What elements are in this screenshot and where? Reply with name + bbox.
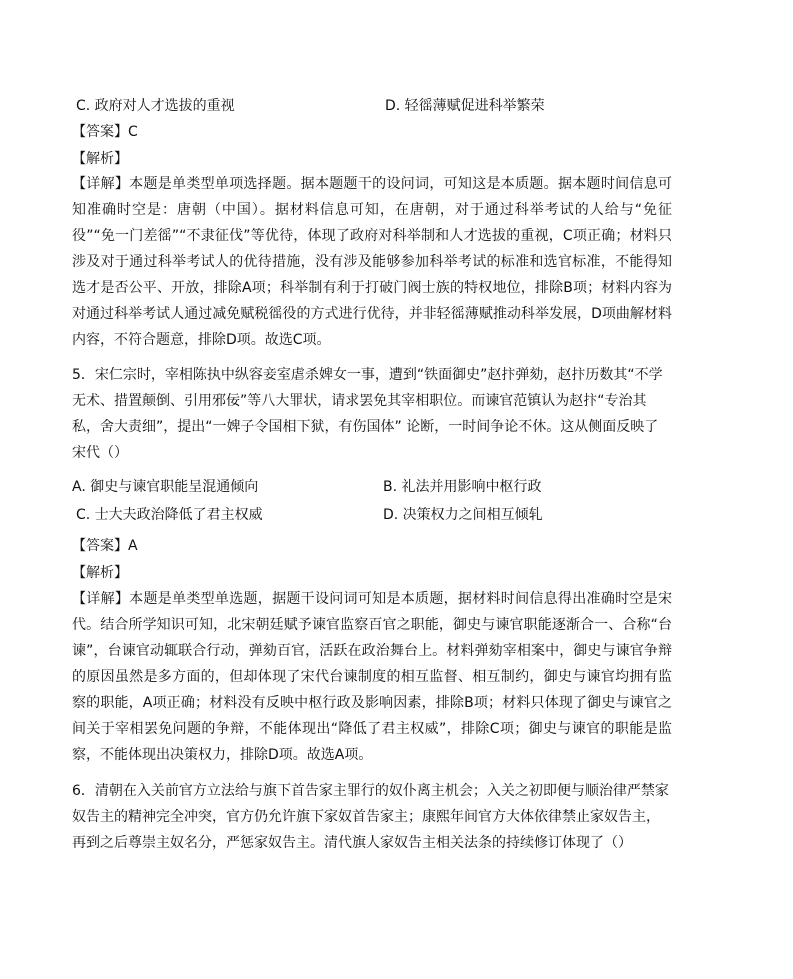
q4-option-c: C. 政府对人才选拔的重视 <box>76 98 235 114</box>
q5-stem: 5．宋仁宗时，宰相陈执中纵容妾室虐杀婢女一事，遭到“铁面御史”赵抃弹劾，赵抃历数其“不学无术、措置颠倒、引用邪佞”等八大罪状，请求罢免其宰相职位。而谏官范镇认为赵抃“专治其私，舍大责细”，提出“一婢子令国相下狱，有伤国体” 论断，一时间争论不休。这从侧面反映了宋代（） <box>72 367 663 461</box>
q4-option-d: D. 轻徭薄赋促进科举繁荣 <box>385 98 545 114</box>
q5-option-a: A. 御史与谏官职能呈混通倾向 <box>72 479 259 495</box>
q5-option-d: D. 决策权力之间相互倾轧 <box>383 507 543 523</box>
q4-analysis-label: 【解析】 <box>72 151 128 167</box>
q5-option-b: B. 礼法并用影响中枢行政 <box>383 479 542 495</box>
q5-analysis-label: 【解析】 <box>72 565 128 581</box>
q5-option-c: C. 士大夫政治降低了君主权威 <box>76 507 263 523</box>
q5-answer: 【答案】A <box>72 538 138 554</box>
q5-detail: 【详解】本题是单类型单选题，据题干设问词可知是本质题，据材料时间信息得出准确时空是宋代。结合所学知识可知，北宋朝廷赋予谏官监察百官之职能，御史与谏官职能逐渐合一、合称“台谏”，台谏官动辄联合行动，弹劾百官，活跃在政治舞台上。材料弹劾宰相案中，御史与谏官争辩的原因虽然是多方面的，但却体现了宋代台谏制度的相互监督、相互制约，御史与谏官均拥有监察的职能，A项正确；材料没有反映中枢行政及影响因素，排除B项；材料只体现了御史与谏官之间关于宰相罢免问题的争辩，不能体现出“降低了君主权威”，排除C项；御史与谏官的职能是监察，不能体现出决策权力，排除D项。故选A项。 <box>72 591 672 763</box>
q4-answer: 【答案】C <box>72 124 138 140</box>
q4-detail: 【详解】本题是单类型单项选择题。据本题题干的设问词，可知这是本质题。据本题时间信息可知准确时空是：唐朝（中国）。据材料信息可知，在唐朝，对于通过科举考试的人给与“免征役”“免一门差徭”“不隶征伐”等优待，体现了政府对科举制和人才选拔的重视，C项正确；材料只涉及对于通过科举考试人的优待措施，没有涉及能够参加科举考试的标准和选官标准，不能得知选才是否公平、开放，排除A项；科举制有利于打破门阀士族的特权地位，排除B项；材料内容为对通过科举考试人通过减免赋税徭役的方式进行优待，并非轻徭薄赋推动科举发展，D项曲解材料内容，不符合题意，排除D项。故选C项。 <box>72 176 672 348</box>
q6-stem: 6．清朝在入关前官方立法给与旗下首告家主罪行的奴仆离主机会；入关之初即便与顺治律严禁家奴告主的精神完全冲突，官方仍允许旗下家奴首告家主；康熙年间官方大体依律禁止家奴告主，再到之后尊崇主奴名分，严惩家奴告主。清代旗人家奴告主相关法条的持续修订体现了（） <box>72 783 669 851</box>
